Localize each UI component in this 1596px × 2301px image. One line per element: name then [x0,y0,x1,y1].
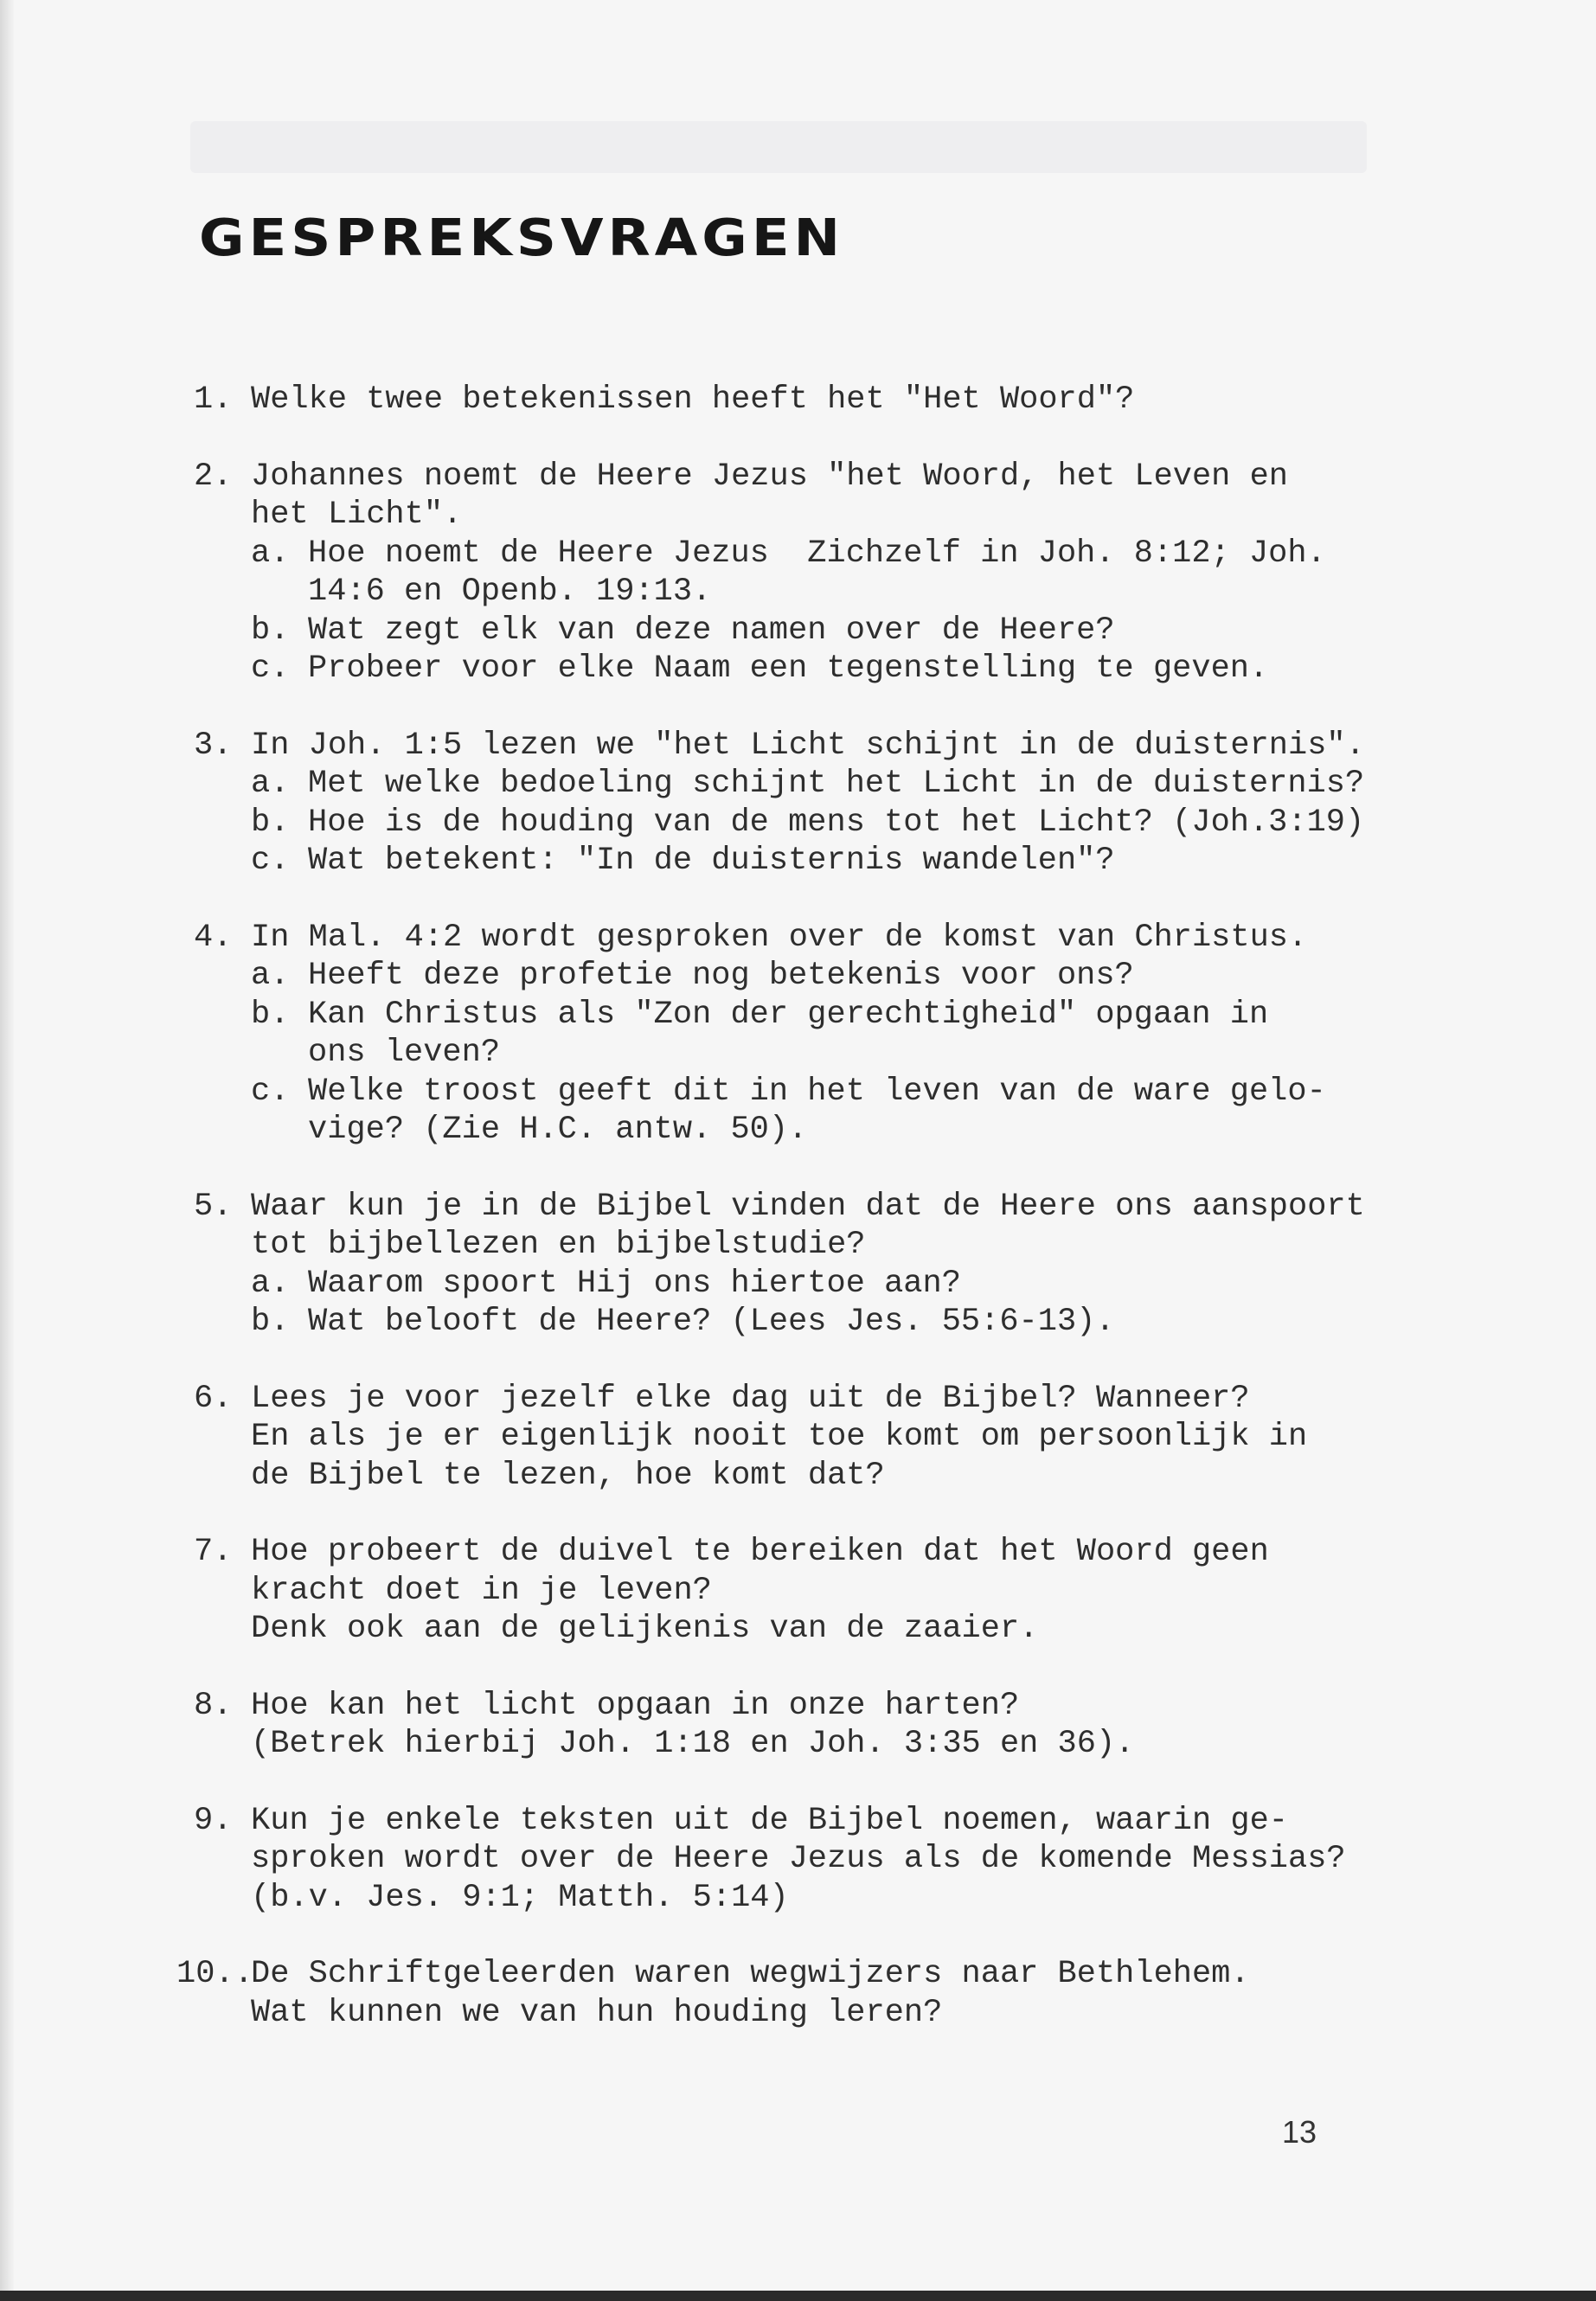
question-text-line: (b.v. Jes. 9:1; Matth. 5:14) [251,1879,789,1916]
question-text-line: sproken wordt over de Heere Jezus als de komende Messias? [251,1841,1346,1877]
question-number: 6. [194,1380,233,1417]
question-text-line: de Bijbel te lezen, hoe komt dat? [251,1457,885,1494]
sub-question-text-line: Heeft deze profetie nog betekenis voor ons? [308,958,1134,994]
question-text-line: Waar kun je in de Bijbel vinden dat de Heere ons aanspoort [251,1188,1365,1225]
sub-question-item [251,957,1439,996]
sub-question-text-line: Probeer voor elke Naam een tegenstelling te geven. [308,651,1269,687]
question-item [176,919,1439,1150]
question-text-line: het Licht". [251,497,463,533]
question-number: 1. [194,381,233,418]
sub-question-text-line: 14:6 en Openb. 19:13. [308,574,712,610]
sub-question-item [251,1073,1439,1150]
sub-question-letter: b. [251,804,290,841]
sub-question-list [251,535,1439,689]
sub-question-text-line: ons leven? [308,1035,501,1071]
sub-question-letter: b. [251,612,290,649]
sub-question-item [251,804,1439,843]
question-number: 7. [194,1534,233,1570]
question-number: 2. [194,458,233,495]
question-text-line: Lees je voor jezelf elke dag uit de Bijbel? Wanneer? [251,1380,1250,1417]
sub-question-item [251,535,1439,612]
question-item [176,458,1439,689]
question-number: 9. [194,1802,233,1839]
sub-question-text-line: Kan Christus als "Zon der gerechtigheid" opgaan in [308,996,1269,1033]
question-number: 3. [194,727,233,764]
sub-question-letter: c. [251,651,290,687]
question-text-line: In Joh. 1:5 lezen we "het Licht schijnt in de duisternis". [251,727,1365,764]
question-item [176,381,1439,420]
question-text-line: kracht doet in je leven? [251,1572,712,1609]
page-shadow-left [0,0,14,2301]
sub-question-letter: b. [251,996,290,1033]
question-text-line: Johannes noemt de Heere Jezus "het Woord, het Leven en [251,458,1288,495]
sub-question-text-line: Welke troost geeft dit in het leven van de ware gelo- [308,1073,1326,1110]
sub-question-item [251,650,1439,689]
sub-question-list [251,957,1439,1150]
page-edge-bottom [0,2291,1596,2301]
sub-question-text-line: Hoe is de houding van de mens tot het Licht? (Joh.3:19) [308,804,1365,841]
question-item [176,727,1439,881]
sub-question-letter: b. [251,1304,290,1340]
question-number: 4. [194,919,233,956]
sub-question-text-line: Wat betekent: "In de duisternis wandelen"? [308,843,1115,879]
question-number: 5. [194,1188,233,1225]
sub-question-list [251,765,1439,881]
sub-question-text-line: Waarom spoort Hij ons hiertoe aan? [308,1265,961,1302]
sub-question-text-line: Wat belooft de Heere? (Lees Jes. 55:6-13). [308,1304,1115,1340]
sub-question-item [251,996,1439,1073]
sub-question-item [251,842,1439,881]
question-text-line: In Mal. 4:2 wordt gesproken over de komst van Christus. [251,919,1308,956]
sub-question-letter: c. [251,1073,290,1110]
question-item [176,1802,1439,1918]
sub-question-item [251,1265,1439,1304]
question-text-line: Kun je enkele teksten uit de Bijbel noemen, waarin ge- [251,1802,1288,1839]
page-number: 13 [1282,2114,1317,2150]
question-list [176,381,1439,2070]
sub-question-text-line: Met welke bedoeling schijnt het Licht in de duisternis? [308,766,1365,802]
sub-question-text-line: Hoe noemt de Heere Jezus Zichzelf in Joh. 8:12; Joh. [308,535,1326,572]
sub-question-letter: a. [251,535,290,572]
question-text-line: Welke twee betekenissen heeft het "Het Woord"? [251,381,1135,418]
sub-question-text-line: Wat zegt elk van deze namen over de Heere? [308,612,1115,649]
sub-question-text-line: vige? (Zie H.C. antw. 50). [308,1112,808,1148]
question-number: 10.. [176,1956,253,1992]
question-number: 8. [194,1687,233,1724]
question-text-line: tot bijbellezen en bijbelstudie? [251,1227,866,1263]
question-text-line: Denk ook aan de gelijkenis van de zaaier. [251,1611,1039,1647]
sub-question-letter: a. [251,1265,290,1302]
question-item [176,1687,1439,1764]
question-text-line: Hoe kan het licht opgaan in onze harten? [251,1687,1020,1724]
question-text-line: De Schriftgeleerden waren wegwijzers naar Bethlehem. [251,1956,1250,1992]
sub-question-item [251,765,1439,804]
question-text-line: (Betrek hierbij Joh. 1:18 en Joh. 3:35 en 36). [251,1726,1135,1762]
sub-question-item [251,612,1439,651]
sub-question-item [251,1303,1439,1342]
question-item [176,1188,1439,1342]
sub-question-list [251,1265,1439,1342]
question-text-line: Hoe probeert de duivel te bereiken dat het Woord geen [251,1534,1269,1570]
sub-question-letter: a. [251,766,290,802]
question-item [176,1955,1439,2032]
bleed-through-shadow [190,121,1367,173]
page-title: GESPREKSVRAGEN [199,208,845,268]
question-item [176,1533,1439,1649]
question-text-line: Wat kunnen we van hun houding leren? [251,1994,943,2031]
question-text-line: En als je er eigenlijk nooit toe komt om persoonlijk in [251,1419,1308,1455]
sub-question-letter: c. [251,843,290,879]
question-item [176,1380,1439,1496]
sub-question-letter: a. [251,958,290,994]
